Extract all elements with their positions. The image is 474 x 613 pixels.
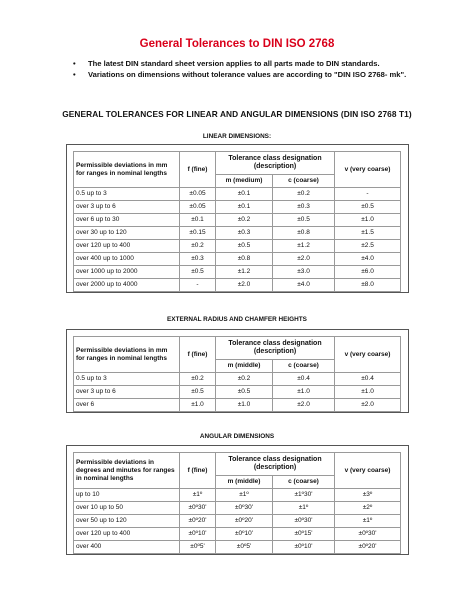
very-coarse-cell: ±1.5 (335, 227, 401, 240)
note-text: Variations on dimensions without tolerance values are according to "DIN ISO 2768- mk". (88, 70, 407, 79)
coarse-cell: ±0º15' (273, 528, 335, 541)
very-coarse-cell: ±8.0 (335, 279, 401, 292)
range-cell: over 1000 up to 2000 (74, 266, 180, 279)
table-row (74, 201, 401, 214)
table-row (74, 227, 401, 240)
medium-cell: ±1.2 (216, 266, 273, 279)
radius-table-frame (66, 329, 409, 413)
very-coarse-cell: ±2.5 (335, 240, 401, 253)
notes-list (73, 58, 458, 80)
coarse-cell: ±2.0 (273, 253, 335, 266)
very-coarse-cell: ±0.5 (335, 201, 401, 214)
fine-cell: ±0º30' (180, 502, 216, 515)
angular-table-frame (66, 445, 409, 555)
linear-table (73, 151, 401, 292)
medium-cell: ±0.8 (216, 253, 273, 266)
note-item (73, 58, 458, 69)
medium-cell: ±0º5' (216, 541, 273, 554)
medium-cell: ±0.5 (216, 240, 273, 253)
medium-cell: ±0.5 (216, 386, 273, 399)
linear-table-body (74, 152, 401, 292)
bullet-icon: • (73, 70, 76, 79)
fine-cell: ±0.5 (180, 266, 216, 279)
fine-cell: ±0º5' (180, 541, 216, 554)
table-row (74, 489, 401, 502)
table-row (74, 528, 401, 541)
table-row (74, 214, 401, 227)
coarse-cell: ±2.0 (273, 399, 335, 412)
linear-section-title: LINEAR DIMENSIONS: (202, 133, 272, 140)
very-coarse-cell: ±0º30' (335, 528, 401, 541)
table-row (74, 386, 401, 399)
range-cell: over 10 up to 50 (74, 502, 180, 515)
tolerance-class-header: Tolerance class designation (description) (216, 453, 335, 476)
medium-cell: ±0º20' (216, 515, 273, 528)
radius-table-body (74, 337, 401, 412)
angular-section-title: ANGULAR DIMENSIONS (199, 433, 275, 440)
medium-cell: ±1.0 (216, 399, 273, 412)
range-cell: over 400 up to 1000 (74, 253, 180, 266)
very-coarse-cell: ±2.0 (335, 399, 401, 412)
very-coarse-header: v (very coarse) (335, 337, 401, 373)
fine-cell: ±1º (180, 489, 216, 502)
coarse-cell: ±1º30' (273, 489, 335, 502)
deviation-header: Permissible deviations in degrees and minutes for ranges in nominal lengths (74, 453, 180, 489)
document-title: General Tolerances to DIN ISO 2768 (139, 38, 335, 50)
coarse-header: c (coarse) (273, 360, 335, 373)
table-row (74, 515, 401, 528)
very-coarse-cell: ±0º20' (335, 541, 401, 554)
note-item (73, 69, 458, 80)
very-coarse-cell: ±1.0 (335, 386, 401, 399)
coarse-cell: ±0.3 (273, 201, 335, 214)
range-cell: 0.5 up to 3 (74, 188, 180, 201)
range-cell: over 30 up to 120 (74, 227, 180, 240)
medium-header: m (medium) (216, 175, 273, 188)
range-cell: over 120 up to 400 (74, 528, 180, 541)
medium-cell: ±2.0 (216, 279, 273, 292)
very-coarse-cell: ±6.0 (335, 266, 401, 279)
coarse-cell: ±0.2 (273, 188, 335, 201)
fine-header: f (fine) (180, 152, 216, 188)
note-text: The latest DIN standard sheet version applies to all parts made to DIN standards. (88, 59, 380, 68)
table-row (74, 502, 401, 515)
fine-cell: ±0º10' (180, 528, 216, 541)
deviation-header: Permissible deviations in mm for ranges in nominal lengths (74, 337, 180, 373)
bullet-icon: • (73, 59, 76, 68)
range-cell: up to 10 (74, 489, 180, 502)
coarse-cell: ±0º10' (273, 541, 335, 554)
radius-section-title: EXTERNAL RADIUS AND CHAMFER HEIGHTS (167, 316, 307, 323)
coarse-cell: ±3.0 (273, 266, 335, 279)
table-row (74, 541, 401, 554)
fine-cell: ±0.05 (180, 188, 216, 201)
range-cell: over 3 up to 6 (74, 201, 180, 214)
coarse-cell: ±0.8 (273, 227, 335, 240)
table-row (74, 266, 401, 279)
fine-cell: ±0.5 (180, 386, 216, 399)
coarse-cell: ±4.0 (273, 279, 335, 292)
medium-cell: ±0.2 (216, 373, 273, 386)
range-cell: over 3 up to 6 (74, 386, 180, 399)
angular-table (73, 452, 401, 554)
fine-cell: ±0.15 (180, 227, 216, 240)
table-row (74, 253, 401, 266)
very-coarse-cell: ±1.0 (335, 214, 401, 227)
range-cell: over 120 up to 400 (74, 240, 180, 253)
very-coarse-cell: ±2º (335, 502, 401, 515)
medium-header: m (middle) (216, 360, 273, 373)
very-coarse-header: v (very coarse) (335, 152, 401, 188)
very-coarse-cell: ±1º (335, 515, 401, 528)
coarse-cell: ±1.0 (273, 386, 335, 399)
fine-cell: ±0.3 (180, 253, 216, 266)
medium-cell: ±0.2 (216, 214, 273, 227)
linear-table-frame (66, 144, 409, 293)
tolerance-class-header: Tolerance class designation (description) (216, 337, 335, 360)
coarse-header: c (coarse) (273, 175, 335, 188)
table-row (74, 240, 401, 253)
fine-cell: ±0.2 (180, 373, 216, 386)
deviation-header: Permissible deviations in mm for ranges in nominal lengths (74, 152, 180, 188)
fine-cell: ±0.2 (180, 240, 216, 253)
coarse-cell: ±0º30' (273, 515, 335, 528)
angular-table-body (74, 453, 401, 554)
medium-cell: ±0º10' (216, 528, 273, 541)
range-cell: over 6 up to 30 (74, 214, 180, 227)
table-row (74, 399, 401, 412)
very-coarse-cell: - (335, 188, 401, 201)
very-coarse-cell: ±3º (335, 489, 401, 502)
table-row (74, 373, 401, 386)
main-heading: GENERAL TOLERANCES FOR LINEAR AND ANGULAR DIMENSIONS (DIN ISO 2768 T1) (62, 109, 412, 119)
fine-cell: - (180, 279, 216, 292)
coarse-header: c (coarse) (273, 476, 335, 489)
fine-cell: ±0º20' (180, 515, 216, 528)
fine-header: f (fine) (180, 337, 216, 373)
tolerance-class-header: Tolerance class designation (description) (216, 152, 335, 175)
range-cell: over 6 (74, 399, 180, 412)
fine-header: f (fine) (180, 453, 216, 489)
fine-cell: ±0.05 (180, 201, 216, 214)
coarse-cell: ±1º (273, 502, 335, 515)
very-coarse-cell: ±0.4 (335, 373, 401, 386)
medium-cell: ±0º30' (216, 502, 273, 515)
coarse-cell: ±0.5 (273, 214, 335, 227)
range-cell: over 400 (74, 541, 180, 554)
medium-cell: ±0.3 (216, 227, 273, 240)
table-row (74, 188, 401, 201)
range-cell: over 50 up to 120 (74, 515, 180, 528)
medium-cell: ±0.1 (216, 201, 273, 214)
range-cell: over 2000 up to 4000 (74, 279, 180, 292)
very-coarse-cell: ±4.0 (335, 253, 401, 266)
radius-table (73, 336, 401, 412)
very-coarse-header: v (very coarse) (335, 453, 401, 489)
fine-cell: ±0.1 (180, 214, 216, 227)
medium-cell: ±0.1 (216, 188, 273, 201)
range-cell: 0.5 up to 3 (74, 373, 180, 386)
coarse-cell: ±1.2 (273, 240, 335, 253)
table-row (74, 279, 401, 292)
medium-header: m (middle) (216, 476, 273, 489)
medium-cell: ±1º (216, 489, 273, 502)
coarse-cell: ±0.4 (273, 373, 335, 386)
fine-cell: ±1.0 (180, 399, 216, 412)
